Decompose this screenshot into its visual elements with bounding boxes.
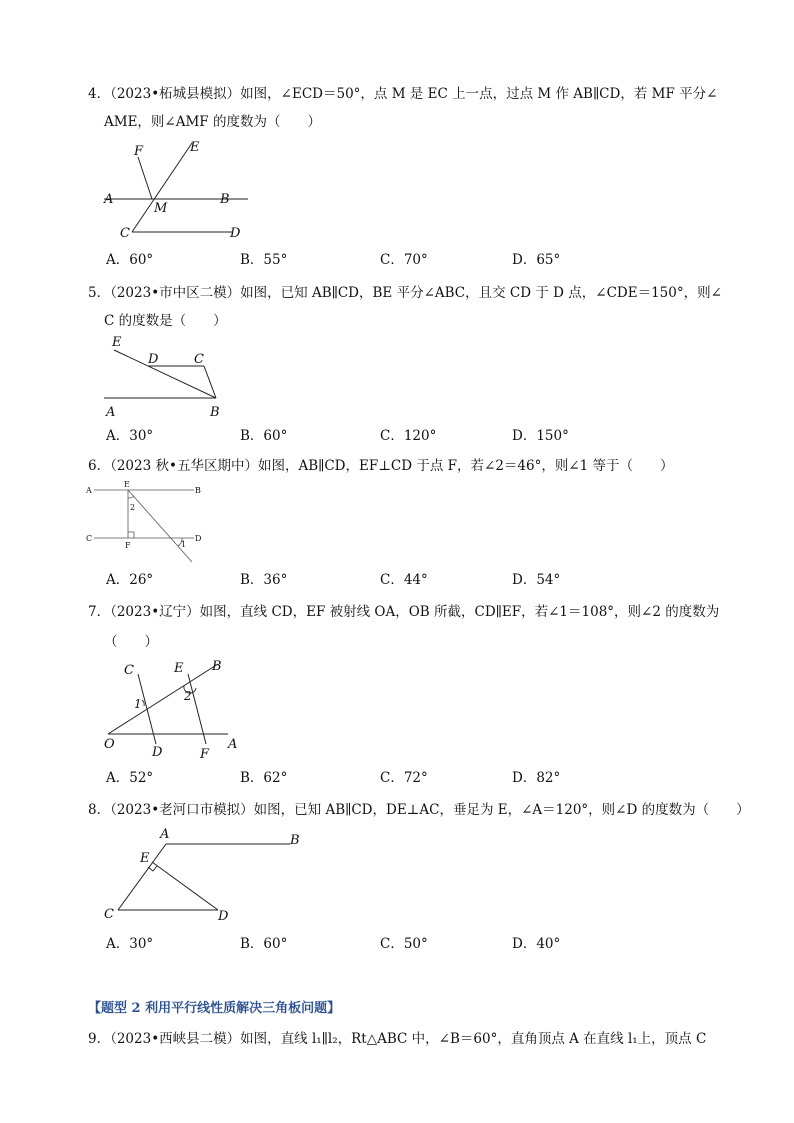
q6-right-angle-mark xyxy=(128,532,134,538)
q8-label-b: B xyxy=(290,833,300,848)
q4-label-c: C xyxy=(120,226,130,241)
q4-line-mf xyxy=(138,157,152,199)
q6-label-f: F xyxy=(125,541,131,550)
q4-option-b[interactable]: B．55° xyxy=(240,252,288,268)
q7-option-b[interactable]: B．62° xyxy=(240,770,288,786)
q7-label-e: E xyxy=(174,661,184,676)
q7-text-line1: 7．（2023•辽宁）如图，直线 CD，EF 被射线 OA，OB 所截，CD∥EF，若∠1＝108°，则∠2 的度数为 xyxy=(88,604,720,620)
q4-label-e: E xyxy=(190,140,200,155)
q7-label-1: 1 xyxy=(134,697,142,711)
q5-label-a: A xyxy=(106,405,116,420)
q5-label-e: E xyxy=(112,335,122,350)
q8-text-line1: 8．（2023•老河口市模拟）如图，已知 AB∥CD，DE⊥AC，垂足为 E，∠A＝120°，则∠D 的度数为（ ） xyxy=(88,802,750,818)
q5-label-d: D xyxy=(148,352,159,367)
q4-label-b: B xyxy=(220,192,230,207)
q4-label-f: F xyxy=(134,144,144,159)
q5-text-line2: C 的度数是（ ） xyxy=(104,313,227,329)
q4-figure xyxy=(100,135,260,245)
q7-option-a[interactable]: A．52° xyxy=(106,770,154,786)
q9-text-line1: 9．（2023•西峡县二模）如图，直线 l₁∥l₂，Rt△ABC 中，∠B＝60°，直角顶点 A 在直线 l₁上，顶点 C xyxy=(88,1031,707,1047)
q5-label-c: C xyxy=(194,352,204,367)
q6-label-1: 1 xyxy=(181,540,187,549)
q8-figure xyxy=(100,824,310,928)
q4-label-m: M xyxy=(154,201,168,216)
q6-option-c[interactable]: C．44° xyxy=(380,572,428,588)
q4-option-a[interactable]: A．60° xyxy=(106,252,154,268)
q6-text-line1: 6．（2023 秋•五华区期中）如图，AB∥CD，EF⊥CD 于点 F，若∠2＝46°，则∠1 等于（ ） xyxy=(88,458,674,474)
q6-label-e: E xyxy=(124,480,130,489)
q6-option-a[interactable]: A．26° xyxy=(106,572,154,588)
q8-option-b[interactable]: B．60° xyxy=(240,936,288,952)
q8-line-ed xyxy=(152,862,218,910)
q4-option-d[interactable]: D．65° xyxy=(512,252,561,268)
q8-option-c[interactable]: C．50° xyxy=(380,936,428,952)
q6-label-c: C xyxy=(86,534,93,543)
q6-label-b: B xyxy=(195,486,201,495)
section-title: 【题型 2 利用平行线性质解决三角板问题】 xyxy=(88,1001,341,1016)
q5-figure xyxy=(100,332,240,424)
q7-label-d: D xyxy=(152,745,163,760)
q7-text-line2: （ ） xyxy=(104,634,158,650)
q5-option-a[interactable]: A．30° xyxy=(106,428,154,444)
q5-option-b[interactable]: B．60° xyxy=(240,428,288,444)
q4-text-line1: 4．（2023•柘城县模拟）如图，∠ECD＝50°，点 M 是 EC 上一点，过点 M 作 AB∥CD，若 MF 平分∠ xyxy=(88,86,718,102)
q7-label-f: F xyxy=(200,747,210,762)
q7-option-d[interactable]: D．82° xyxy=(512,770,561,786)
q8-label-e: E xyxy=(140,851,150,866)
q6-label-d: D xyxy=(195,534,202,543)
q4-label-a: A xyxy=(104,192,114,207)
q5-text-line1: 5．（2023•市中区二模）如图，已知 AB∥CD，BE 平分∠ABC，且交 CD 于 D 点，∠CDE＝150°，则∠ xyxy=(88,285,722,301)
q5-option-d[interactable]: D．150° xyxy=(512,428,569,444)
q6-figure xyxy=(84,480,214,566)
q8-option-d[interactable]: D．40° xyxy=(512,936,561,952)
q8-option-a[interactable]: A．30° xyxy=(106,936,154,952)
q7-label-c: C xyxy=(124,663,134,678)
q7-angle1-arc xyxy=(142,700,144,706)
q7-label-a: A xyxy=(228,737,238,752)
q6-option-d[interactable]: D．54° xyxy=(512,572,561,588)
q4-text-line2: AME，则∠AMF 的度数为（ ） xyxy=(104,114,321,130)
q6-transversal xyxy=(128,490,192,562)
q5-label-b: B xyxy=(210,405,220,420)
q6-angle2-arc xyxy=(128,496,134,498)
q8-label-c: C xyxy=(104,907,114,922)
q7-label-2: 2 xyxy=(184,689,192,703)
q7-figure xyxy=(100,656,250,764)
q8-label-a: A xyxy=(160,827,170,842)
q4-option-c[interactable]: C．70° xyxy=(380,252,428,268)
q4-label-d: D xyxy=(230,226,241,241)
q7-label-o: O xyxy=(104,737,115,752)
q8-label-d: D xyxy=(218,909,229,924)
q7-option-c[interactable]: C．72° xyxy=(380,770,428,786)
q6-label-2: 2 xyxy=(130,503,136,512)
q6-option-b[interactable]: B．36° xyxy=(240,572,288,588)
q6-label-a: A xyxy=(86,486,92,495)
q7-label-b: B xyxy=(212,659,222,674)
q5-option-c[interactable]: C．120° xyxy=(380,428,437,444)
